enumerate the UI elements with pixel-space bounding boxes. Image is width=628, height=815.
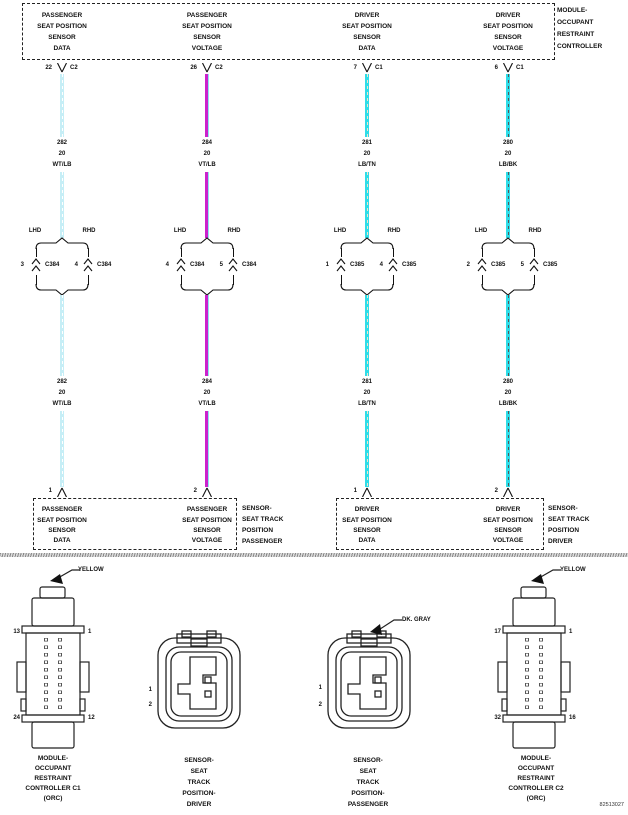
wire-gauge: 20 [203,151,211,157]
inline-connector-icon [476,257,488,275]
top-pin-number: 22 [45,65,52,71]
top-pin-number: 6 [494,65,498,71]
sensor-passenger-caption: SENSOR- SEAT TRACK POSITION- PASSENGER [347,757,389,808]
connector-color-label: YELLOW [78,567,104,573]
inline-connector-name: C385 [491,262,506,268]
wire-color-code: LB/BK [498,401,518,407]
inline-rhd-pin: 4 [74,262,78,268]
wire-circuit-number: 282 [56,140,67,146]
top-pin-number: 7 [353,65,357,71]
inline-rhd-pin: 5 [520,262,524,268]
top-circuit-label: DRIVER [495,12,521,19]
wire-segment [506,172,510,238]
wire-color-code: WT/LB [52,401,72,407]
inline-rhd-pin: 5 [219,262,223,268]
bottom-circuit-label: SEAT POSITION [483,517,533,524]
top-pin-number: 26 [190,65,197,71]
split-brace-icon [480,237,536,249]
wire-gauge: 20 [58,151,66,157]
wire-gauge: 20 [504,390,512,396]
sensor-driver-label: SENSOR- SEAT TRACK POSITION DRIVER [548,505,590,545]
top-circuit-label: PASSENGER [186,12,228,19]
sensor-driver-connector-drawing [153,630,248,740]
orc-module-label-line: MODULE- [557,7,588,14]
top-circuit-label: SENSOR [353,34,381,41]
orc-module-label-line: CONTROLLER [557,43,603,50]
top-circuit-label: VOLTAGE [191,45,223,52]
inline-connector-name: C384 [45,262,60,268]
top-connector-name: C2 [215,65,223,71]
wire-circuit-number: 281 [361,379,372,385]
orc-module-label-line: OCCUPANT [557,19,594,26]
wire-color-code: WT/LB [52,162,72,168]
top-circuit-label: SENSOR [494,34,522,41]
inline-connector-icon [528,257,540,275]
top-circuit-label: SEAT POSITION [37,23,87,30]
wire-circuit-number: 280 [502,140,513,146]
orc-c2-connector-drawing [483,564,603,764]
bottom-pin-number: 1 [353,488,357,494]
wire-segment [506,74,510,137]
bottom-circuit-label: DATA [358,537,376,544]
wire-circuit-number: 284 [201,140,212,146]
connector-pin-number: 17 [494,629,501,635]
wire-circuit-number: 284 [201,379,212,385]
sensor-passenger-connector-drawing [323,630,418,740]
figure-code: 82513027 [599,802,624,808]
connector-pin-number: 13 [13,629,20,635]
connector-pin-number: 1 [318,685,322,691]
top-circuit-label: SEAT POSITION [342,23,392,30]
inline-connector-name: C385 [402,262,417,268]
wire-gauge: 20 [363,390,371,396]
bottom-circuit-label: SEAT POSITION [342,517,392,524]
rhd-label: RHD [227,228,241,234]
inline-lhd-pin: 1 [325,262,329,268]
bottom-circuit-label: DRIVER [495,506,521,513]
orc-c1-caption: MODULE- OCCUPANT RESTRAINT CONTROLLER C1 (ORC) [25,755,81,802]
wire-gauge: 20 [203,390,211,396]
lhd-label: LHD [28,228,42,234]
wire-color-code: LB/TN [358,401,376,407]
bottom-pin-number: 1 [48,488,52,494]
wire-segment [506,295,510,376]
top-circuit-label: VOLTAGE [492,45,524,52]
inline-connector-name: C385 [543,262,558,268]
sensor-driver-box [336,498,544,550]
wire-segment [506,411,510,487]
orc-c1-connector-drawing [2,564,122,764]
orc-module-label-line: RESTRAINT [557,31,595,38]
connector-pin-number: 12 [88,715,95,721]
top-circuit-label: DATA [358,45,376,52]
inline-connector-name: C385 [350,262,365,268]
wire-gauge: 20 [363,151,371,157]
lhd-label: LHD [474,228,488,234]
top-circuit-label: SEAT POSITION [182,23,232,30]
top-connector-name: C1 [375,65,383,71]
rhd-label: RHD [82,228,96,234]
inline-rhd-pin: 4 [379,262,383,268]
connector-pin-number: 32 [494,715,501,721]
bottom-circuit-label: SENSOR [494,527,522,534]
dk-gray-arrow-icon [362,612,404,640]
connector-pin-number: 24 [13,715,20,721]
inline-connector-name: C384 [97,262,112,268]
bottom-pin-number: 2 [193,488,197,494]
wire-circuit-number: 282 [56,379,67,385]
top-circuit-label: PASSENGER [41,12,83,19]
top-circuit-label: SEAT POSITION [483,23,533,30]
connector-pin-number: 1 [148,687,152,693]
rhd-label: RHD [387,228,401,234]
connector-pin-icon [502,63,514,73]
orc-c2-caption: MODULE- OCCUPANT RESTRAINT CONTROLLER C2 (ORC) [508,755,564,802]
bottom-circuit-label: DATA [53,537,71,544]
wire-gauge: 20 [58,390,66,396]
bottom-circuit-label: SEAT POSITION [182,517,232,524]
inline-lhd-pin: 2 [466,262,470,268]
rhd-label: RHD [528,228,542,234]
wire-circuit-number: 280 [502,379,513,385]
top-connector-name: C1 [516,65,524,71]
bottom-circuit-label: DRIVER [354,506,380,513]
connector-pin-number: 16 [569,715,576,721]
top-circuit-label: SENSOR [193,34,221,41]
connector-pin-number: 2 [318,702,322,708]
wire-color-code: VT/LB [198,401,216,407]
sensor-passenger-label: SENSOR- SEAT TRACK POSITION PASSENGER [242,505,284,545]
wire-color-code: VT/LB [198,162,216,168]
bottom-circuit-label: SENSOR [193,527,221,534]
top-circuit-label: SENSOR [48,34,76,41]
top-circuit-label: DRIVER [354,12,380,19]
connector-pin-number: 1 [569,629,573,635]
bottom-pin-number: 2 [494,488,498,494]
bottom-circuit-label: PASSENGER [186,506,228,513]
lhd-label: LHD [173,228,187,234]
connector-pin-number: 1 [88,629,92,635]
bottom-circuit-label: PASSENGER [41,506,83,513]
bottom-circuit-label: VOLTAGE [492,537,524,544]
bottom-circuit-label: SENSOR [48,527,76,534]
connector-color-label: YELLOW [560,567,586,573]
top-circuit-label: DATA [53,45,71,52]
wire-color-code: LB/TN [358,162,376,168]
bottom-circuit-label: SEAT POSITION [37,517,87,524]
inline-lhd-pin: 4 [165,262,169,268]
inline-connector-name: C384 [242,262,257,268]
lhd-label: LHD [333,228,347,234]
connector-color-label: DK. GRAY [402,617,431,623]
section-divider [0,553,628,557]
wire-gauge: 20 [504,151,512,157]
sensor-driver-caption: SENSOR- SEAT TRACK POSITION- DRIVER [182,757,216,808]
inline-lhd-pin: 3 [20,262,24,268]
connector-pin-number: 2 [148,702,152,708]
top-connector-name: C2 [70,65,78,71]
wire-color-code: LB/BK [498,162,518,168]
bottom-circuit-label: SENSOR [353,527,381,534]
sensor-passenger-box [33,498,237,550]
wire-circuit-number: 281 [361,140,372,146]
bottom-circuit-label: VOLTAGE [191,537,223,544]
connector-pin-icon [502,487,514,497]
inline-connector-name: C384 [190,262,205,268]
